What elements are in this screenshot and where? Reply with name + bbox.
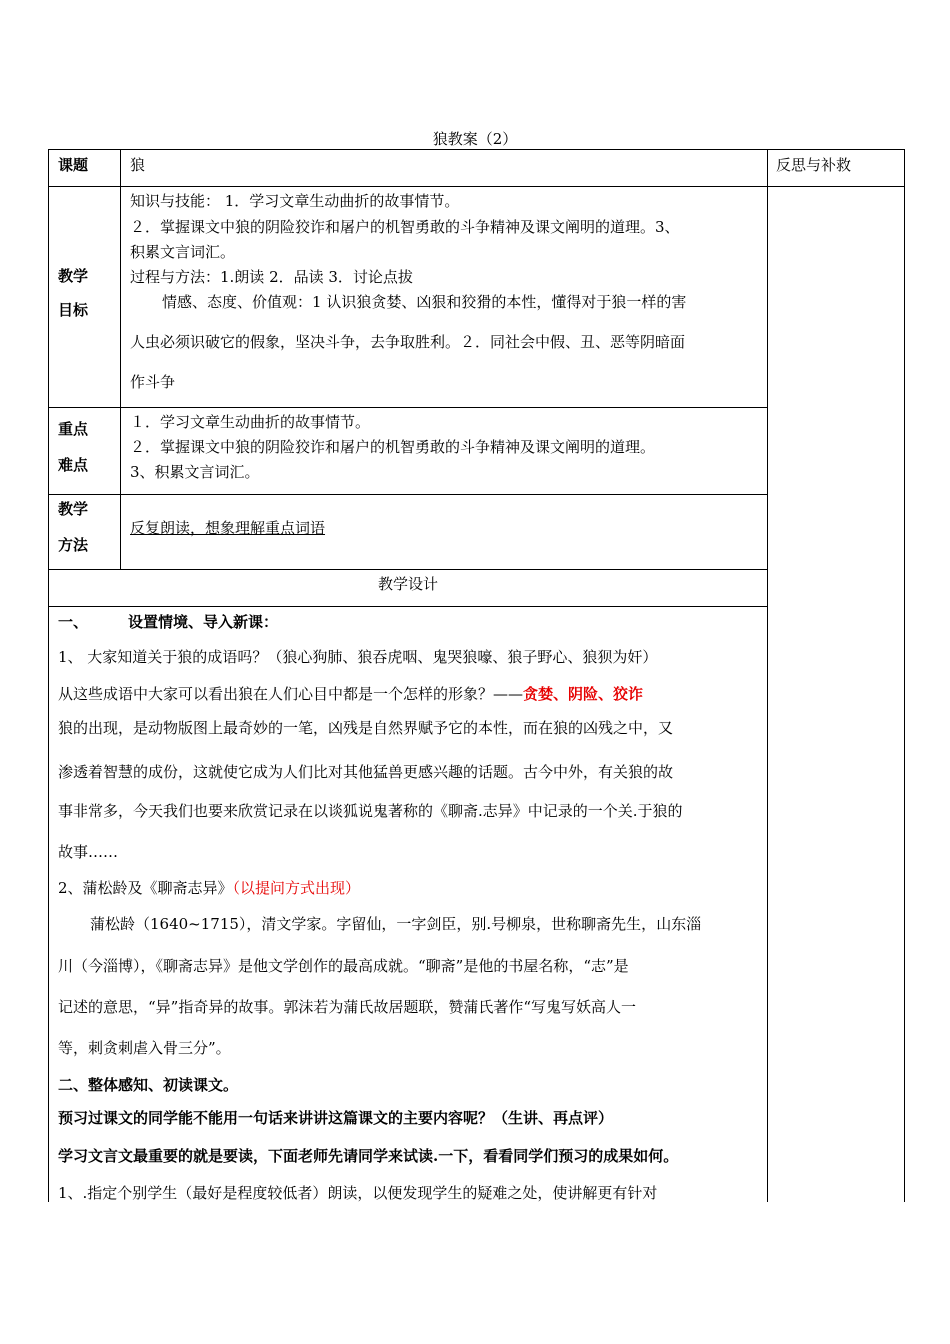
table-row-line-topic [48, 186, 905, 187]
idiom-question: 1、 大家知道关于狼的成语吗？（狼心狗肺、狼吞虎咽、鬼哭狼嚎、狼子野心、狼狈为奸） [58, 648, 658, 666]
table-row-line-goals [48, 407, 768, 408]
author-paragraph-line: 等，刺贪刺虐入骨三分”。 [58, 1039, 231, 1057]
goals-line: 情感、态度、价值观：1 认识狼贪婪、凶狠和狡猾的本性，懂得对于狼一样的害 [162, 293, 687, 311]
intro-paragraph-line: 渗透着智慧的成份，这就使它成为人们比对其他猛兽更感兴趣的话题。古今中外，有关狼的故 [58, 763, 674, 781]
section-1-number: 一、 [58, 613, 89, 631]
design-header: 教学设计 [377, 575, 438, 593]
key-line: １．学习文章生动曲折的故事情节。 [130, 413, 371, 431]
reading-step-1: 1、.指定个别学生（最好是程度较低者）朗读，以便发现学生的疑难之处，使讲解更有针对 [58, 1184, 658, 1202]
goals-line: 积累文言词汇。 [130, 243, 236, 261]
key-line: ２．掌握课文中狼的阴险狡诈和屠户的机智勇敢的斗争精神及课文阐明的道理。 [130, 438, 656, 456]
table-border-left [48, 149, 49, 1202]
document-title: 狼教案（2） [432, 130, 518, 148]
author-heading-text: 2、蒲松龄及《聊斋志异》 [58, 879, 233, 897]
goals-label-line1: 教学 [58, 267, 89, 285]
key-line: 3、积累文言词汇。 [130, 463, 260, 481]
author-paragraph-line: 川（今淄博），《聊斋志异》是他文学创作的最高成就。“聊斋”是他的书屋名称，“志”是 [58, 957, 629, 975]
topic-label: 课题 [58, 156, 89, 174]
section-1-title: 设置情境、导入新课： [128, 613, 279, 631]
intro-paragraph-line: 事非常多，今天我们也要来欣赏记录在以谈狐说鬼著称的《聊斋.志异》中记录的一个关.于狼的 [58, 802, 683, 820]
key-label-line2: 难点 [58, 456, 89, 474]
table-border-right [904, 149, 905, 1202]
author-paragraph-line: 蒲松龄（1640~1715），清文学家。字留仙，一字剑臣，别.号柳泉，世称聊斋先生，山东淄 [90, 915, 702, 933]
topic-value: 狼 [130, 156, 146, 174]
intro-paragraph-line: 故事…… [58, 843, 119, 861]
wolf-image-question-text: 从这些成语中大家可以看出狼在人们心目中都是一个怎样的形象？—— [58, 685, 524, 703]
reflection-header: 反思与补救 [776, 156, 852, 174]
table-row-line-method [48, 569, 768, 570]
table-border-mid [767, 149, 768, 1202]
method-label-line2: 方法 [58, 536, 89, 554]
goals-line: 知识与技能： 1．学习文章生动曲折的故事情节。 [130, 192, 460, 210]
method-label-line1: 教学 [58, 500, 89, 518]
table-row-line-key [48, 494, 768, 495]
goals-line: 人虫必须识破它的假象，坚决斗争，去争取胜利。２．同社会中假、丑、恶等阴暗面 [130, 333, 686, 351]
intro-paragraph-line: 狼的出现，是动物版图上最奇妙的一笔，凶残是自然界赋予它的本性，而在狼的凶残之中，又 [58, 719, 674, 737]
section-2-title: 二、整体感知、初读课文。 [58, 1076, 239, 1094]
author-heading-note: （以提问方式出现） [232, 879, 361, 897]
table-label-divider [120, 149, 121, 569]
wolf-image-question [58, 683, 643, 704]
goals-line: ２．掌握课文中狼的阴险狡诈和屠户的机智勇敢的斗争精神及课文阐明的道理。3、 [130, 218, 680, 236]
method-value: 反复朗读，想象理解重点词语 [130, 519, 326, 537]
goals-line: 作斗争 [130, 373, 176, 391]
goals-line: 过程与方法：1.朗读 2．品读 3．讨论点拔 [130, 268, 413, 286]
summary-question: 预习过课文的同学能不能用一句话来讲讲这篇课文的主要内容呢？（生讲、再点评） [58, 1109, 614, 1127]
author-heading [58, 877, 360, 898]
author-paragraph-line: 记述的意思，“异”指奇异的故事。郭沫若为蒲氏故居题联，赞蒲氏著作“写鬼写妖高人一 [58, 998, 637, 1016]
wolf-image-answer: 贪婪、阴险、狡诈 [523, 685, 644, 703]
goals-label-line2: 目标 [58, 301, 89, 319]
reading-instruction: 学习文言文最重要的就是要读，下面老师先请同学来试读.一下，看看同学们预习的成果如何。 [58, 1147, 679, 1165]
table-row-line-top [48, 149, 905, 150]
table-row-line-design [48, 606, 768, 607]
key-label-line1: 重点 [58, 420, 89, 438]
